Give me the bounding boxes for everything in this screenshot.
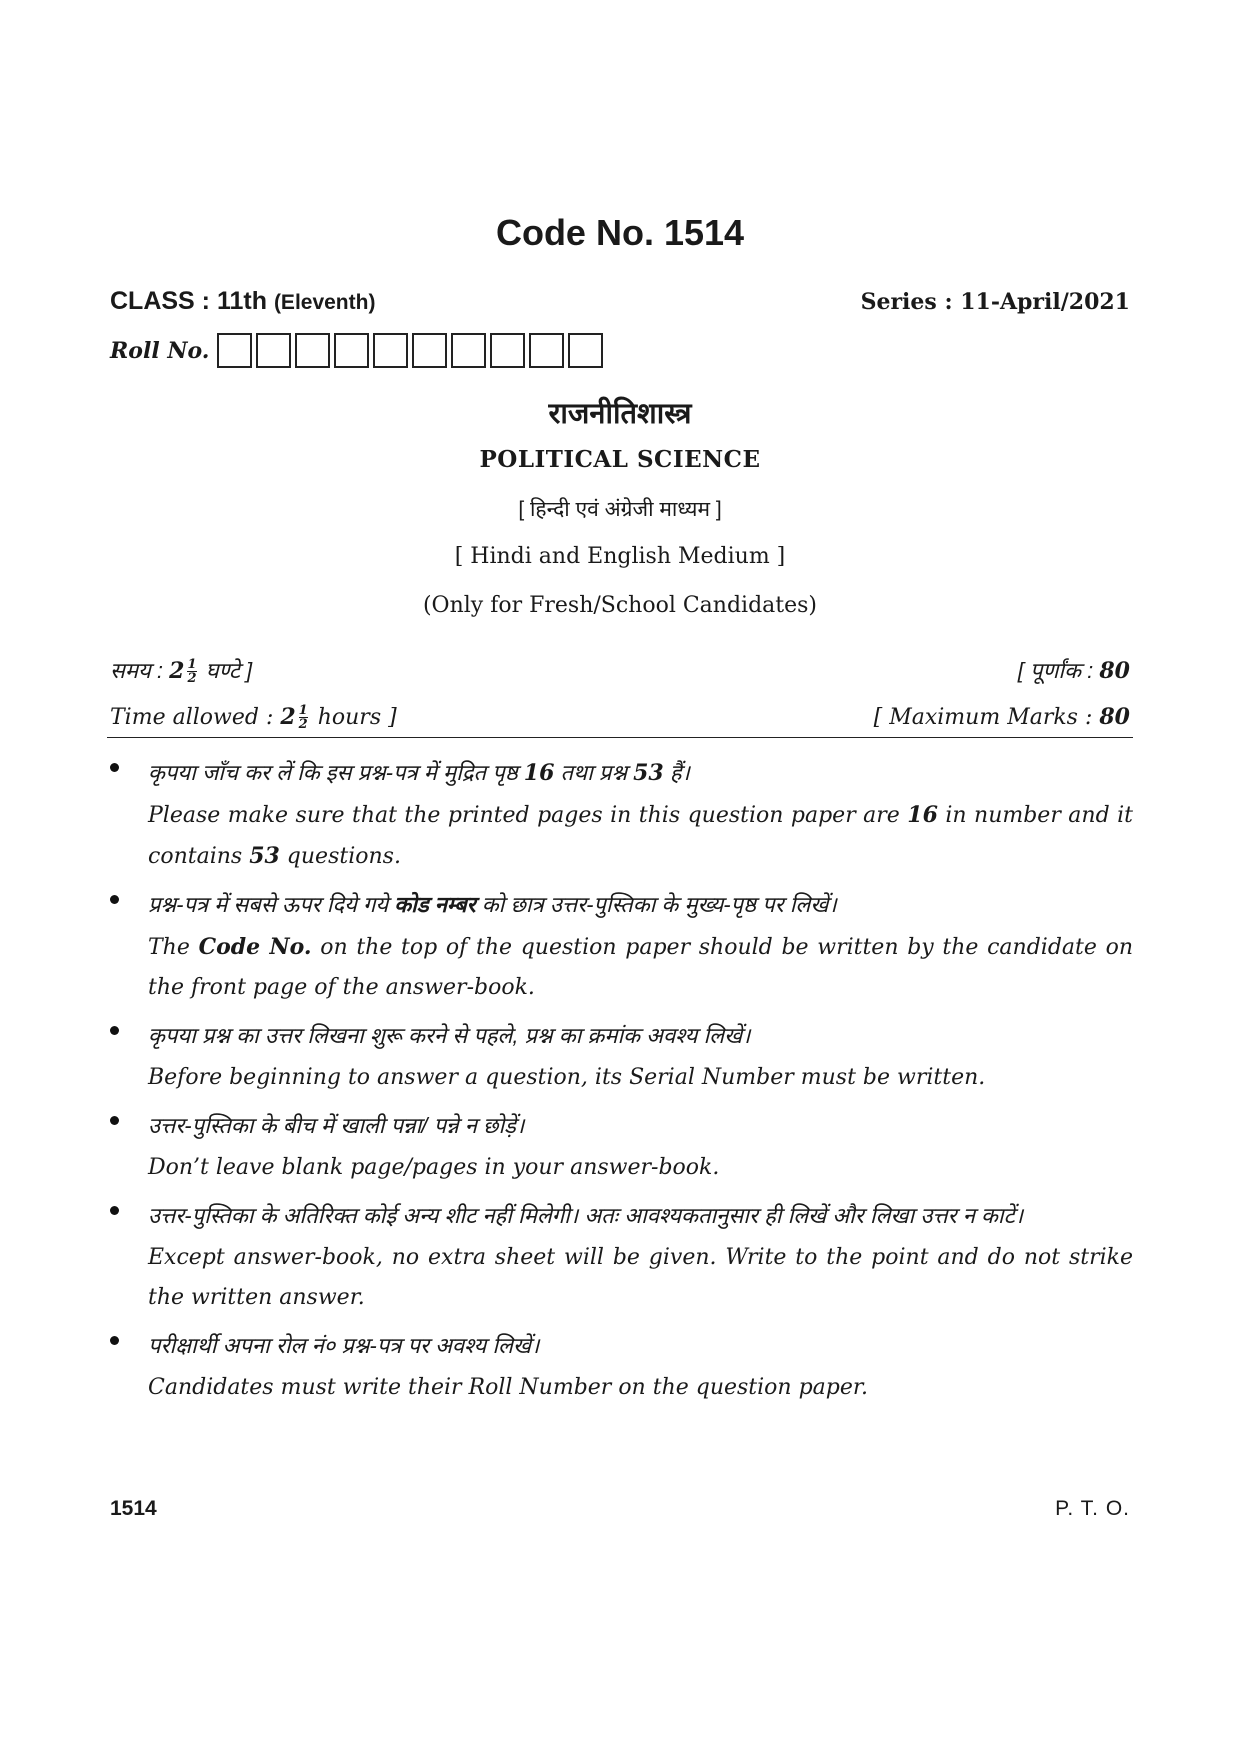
text-run: Please make sure that the printed pages in this question paper are [148, 803, 908, 828]
text-run: The [148, 935, 199, 960]
roll-box[interactable] [256, 333, 291, 368]
bold-run: Code No. [198, 934, 312, 960]
instruction-hindi [148, 755, 1133, 791]
instruction-hindi: उत्तर-पुस्तिका के अतिरिक्त कोई अन्य शीट नहीं मिलेगी। अतः आवश्यकतानुसार ही लिखें और लिखा उत्तर न काटें। [148, 1203, 1024, 1228]
marks-hi-label: [ पूर्णांक : [1017, 658, 1094, 683]
instruction-item [110, 1108, 1133, 1188]
instruction-english [148, 927, 1133, 1008]
code-number-title: Code No. 1514 [495, 212, 745, 253]
instruction-item [110, 1328, 1133, 1408]
fraction-denominator: 2 [298, 717, 308, 732]
instructions-list [110, 755, 1133, 1418]
time-allowed-english [110, 704, 397, 731]
header-divider [107, 737, 1133, 738]
bold-run: 53 [633, 760, 664, 786]
text-run: in number and it contains [148, 803, 1133, 869]
bullet-icon [110, 763, 119, 772]
instruction-english: Don’t leave blank page/pages in your answer-book. [148, 1155, 720, 1180]
bullet-icon [110, 1336, 119, 1345]
text-run: कृपया जाँच कर लें कि इस प्रश्न-पत्र में मुद्रित पृष्ठ [148, 760, 524, 785]
roll-number-boxes [217, 333, 607, 368]
medium-hindi: [ हिन्दी एवं अंग्रेजी माध्यम ] [518, 498, 722, 521]
instruction-hindi [148, 887, 1133, 923]
class-label [110, 287, 375, 316]
roll-box[interactable] [490, 333, 525, 368]
subject-title-hindi: राजनीतिशास्त्र [548, 398, 692, 430]
instruction-english: Before beginning to answer a question, its Serial Number must be written. [148, 1065, 986, 1090]
instruction-item [110, 1018, 1133, 1098]
bold-run: 16 [907, 802, 938, 828]
candidate-type: (Only for Fresh/School Candidates) [422, 593, 818, 618]
bold-run: 16 [523, 760, 555, 786]
time-whole: 2 [169, 658, 185, 684]
bullet-icon [110, 1206, 119, 1215]
instruction-hindi: परीक्षार्थी अपना रोल नं० प्रश्न-पत्र पर अवश्य लिखें। [148, 1333, 540, 1358]
instruction-hindi: कृपया प्रश्न का उत्तर लिखना शुरू करने से पहले, प्रश्न का क्रमांक अवश्य लिखें। [148, 1023, 751, 1048]
instruction-english [148, 795, 1133, 877]
bullet-icon [110, 1116, 119, 1125]
roll-box[interactable] [568, 333, 603, 368]
roll-box[interactable] [451, 333, 486, 368]
time-hi-unit: घण्टे ] [205, 658, 253, 683]
instruction-item [110, 755, 1133, 877]
instruction-english: Candidates must write their Roll Number on the question paper. [148, 1375, 868, 1400]
marks-value: 80 [1099, 658, 1130, 684]
bold-run: कोड नम्बर [394, 892, 476, 917]
please-turn-over: P. T. O. [1055, 1497, 1130, 1520]
text-run: प्रश्न-पत्र में सबसे ऊपर दिये गये [148, 892, 395, 917]
time-allowed-hindi [110, 655, 252, 685]
time-en-label: Time allowed : [110, 705, 274, 730]
fraction-denominator: 2 [187, 671, 197, 687]
bold-run: 53 [249, 843, 280, 869]
roll-box[interactable] [217, 333, 252, 368]
fraction-numerator: 1 [298, 703, 308, 718]
instruction-english: Except answer-book, no extra sheet will be given. Write to the point and do not strike the written answer. [148, 1245, 1133, 1310]
fraction-numerator: 1 [187, 657, 197, 673]
roll-box[interactable] [295, 333, 330, 368]
instruction-hindi: उत्तर-पुस्तिका के बीच में खाली पन्ना/ पन्ने न छोड़ें। [148, 1113, 525, 1138]
marks-en-label: [ Maximum Marks : [873, 705, 1093, 730]
time-fraction [187, 659, 196, 685]
subject-title-english: POLITICAL SCIENCE [479, 446, 761, 473]
time-whole: 2 [280, 704, 296, 730]
instruction-item [110, 887, 1133, 1008]
marks-value: 80 [1099, 704, 1130, 730]
maximum-marks-hindi [1018, 655, 1130, 685]
class-value: CLASS : 11th [110, 287, 267, 315]
roll-number-row [110, 333, 607, 368]
class-paren: (Eleventh) [273, 291, 376, 314]
text-run: questions. [279, 844, 401, 869]
medium-english: [ Hindi and English Medium ] [454, 544, 786, 569]
bullet-icon [110, 895, 119, 904]
instruction-item [110, 1198, 1133, 1318]
roll-box[interactable] [373, 333, 408, 368]
time-en-unit: hours ] [317, 705, 397, 730]
roll-box[interactable] [412, 333, 447, 368]
footer-code-number: 1514 [110, 1497, 157, 1520]
time-fraction [299, 705, 308, 731]
roll-box[interactable] [334, 333, 369, 368]
text-run: तथा प्रश्न [554, 760, 634, 785]
maximum-marks-english [874, 704, 1130, 730]
text-run: on the top of the question paper should be written by the candidate on the front page of the answer-book. [148, 935, 1134, 1000]
roll-box[interactable] [529, 333, 564, 368]
roll-number-label: Roll No. [110, 337, 210, 364]
time-hi-label: समय : [110, 658, 164, 683]
bullet-icon [110, 1026, 119, 1035]
series-label: Series : 11-April/2021 [860, 289, 1130, 315]
text-run: को छात्र उत्तर-पुस्तिका के मुख्य-पृष्ठ पर लिखें। [475, 892, 837, 917]
text-run: हैं। [663, 760, 690, 785]
